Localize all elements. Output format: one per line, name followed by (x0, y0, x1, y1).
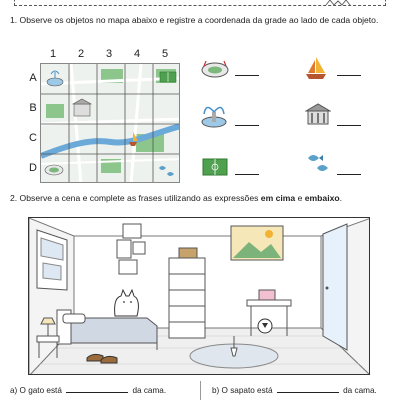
pinboard (37, 230, 67, 290)
row-label: C (29, 132, 37, 144)
column-label: 5 (161, 48, 169, 60)
sentence-a (10, 386, 166, 395)
question-2-end: . (339, 193, 343, 203)
column-label: 4 (133, 48, 141, 60)
answer-line-fountain[interactable] (235, 125, 259, 126)
answer-line-stadium[interactable] (235, 75, 259, 76)
soccer-field-icon (202, 158, 242, 188)
column-label: 3 (105, 48, 113, 60)
column-label: 1 (49, 48, 57, 60)
question-2-lead: 2. Observe a cena e complete as frases utilizando as expressões (10, 193, 261, 203)
answer-line-soccer-field[interactable] (235, 174, 259, 175)
question-1-text: 1. Observe os objetos no mapa abaixo e registre a coordenada da grade ao lado de cada objeto. (10, 15, 379, 25)
row-label: D (29, 162, 37, 174)
sailboat-icon (302, 54, 342, 84)
column-label: 2 (77, 48, 85, 60)
row-label: B (29, 102, 37, 114)
sentence-b-suffix: da cama. (343, 386, 377, 395)
answer-line-sailboat[interactable] (337, 75, 361, 76)
bookshelf (169, 248, 205, 338)
question-2-text (10, 193, 392, 204)
keyword-embaixo: embaixo (304, 193, 340, 203)
fountain-icon (200, 100, 240, 130)
answer-line-fish[interactable] (337, 174, 361, 175)
sentence-a-suffix: da cama. (132, 386, 167, 395)
map-stadium-icon (45, 165, 63, 175)
answer-line-bank[interactable] (337, 125, 361, 126)
sentence-a-prefix: a) O gato está (10, 386, 62, 395)
sentence-a-blank[interactable] (66, 392, 128, 393)
map-soccer-field-icon (160, 72, 176, 82)
row-label: A (29, 72, 37, 84)
keyword-em-cima: em cima (260, 193, 296, 203)
sentence-b (212, 386, 377, 395)
door (323, 224, 347, 350)
grid-map (40, 63, 180, 183)
fish-icon (305, 152, 345, 182)
question-2-conjunction: e (295, 193, 305, 203)
landscape-painting (231, 226, 283, 260)
stadium-icon (200, 56, 240, 86)
column-divider (200, 381, 201, 400)
sentence-b-blank[interactable] (277, 392, 339, 393)
banner-decoration (324, 0, 354, 8)
bank-icon (305, 103, 345, 133)
bedroom-scene (28, 217, 370, 375)
sentence-b-prefix: b) O sapato está (212, 386, 273, 395)
